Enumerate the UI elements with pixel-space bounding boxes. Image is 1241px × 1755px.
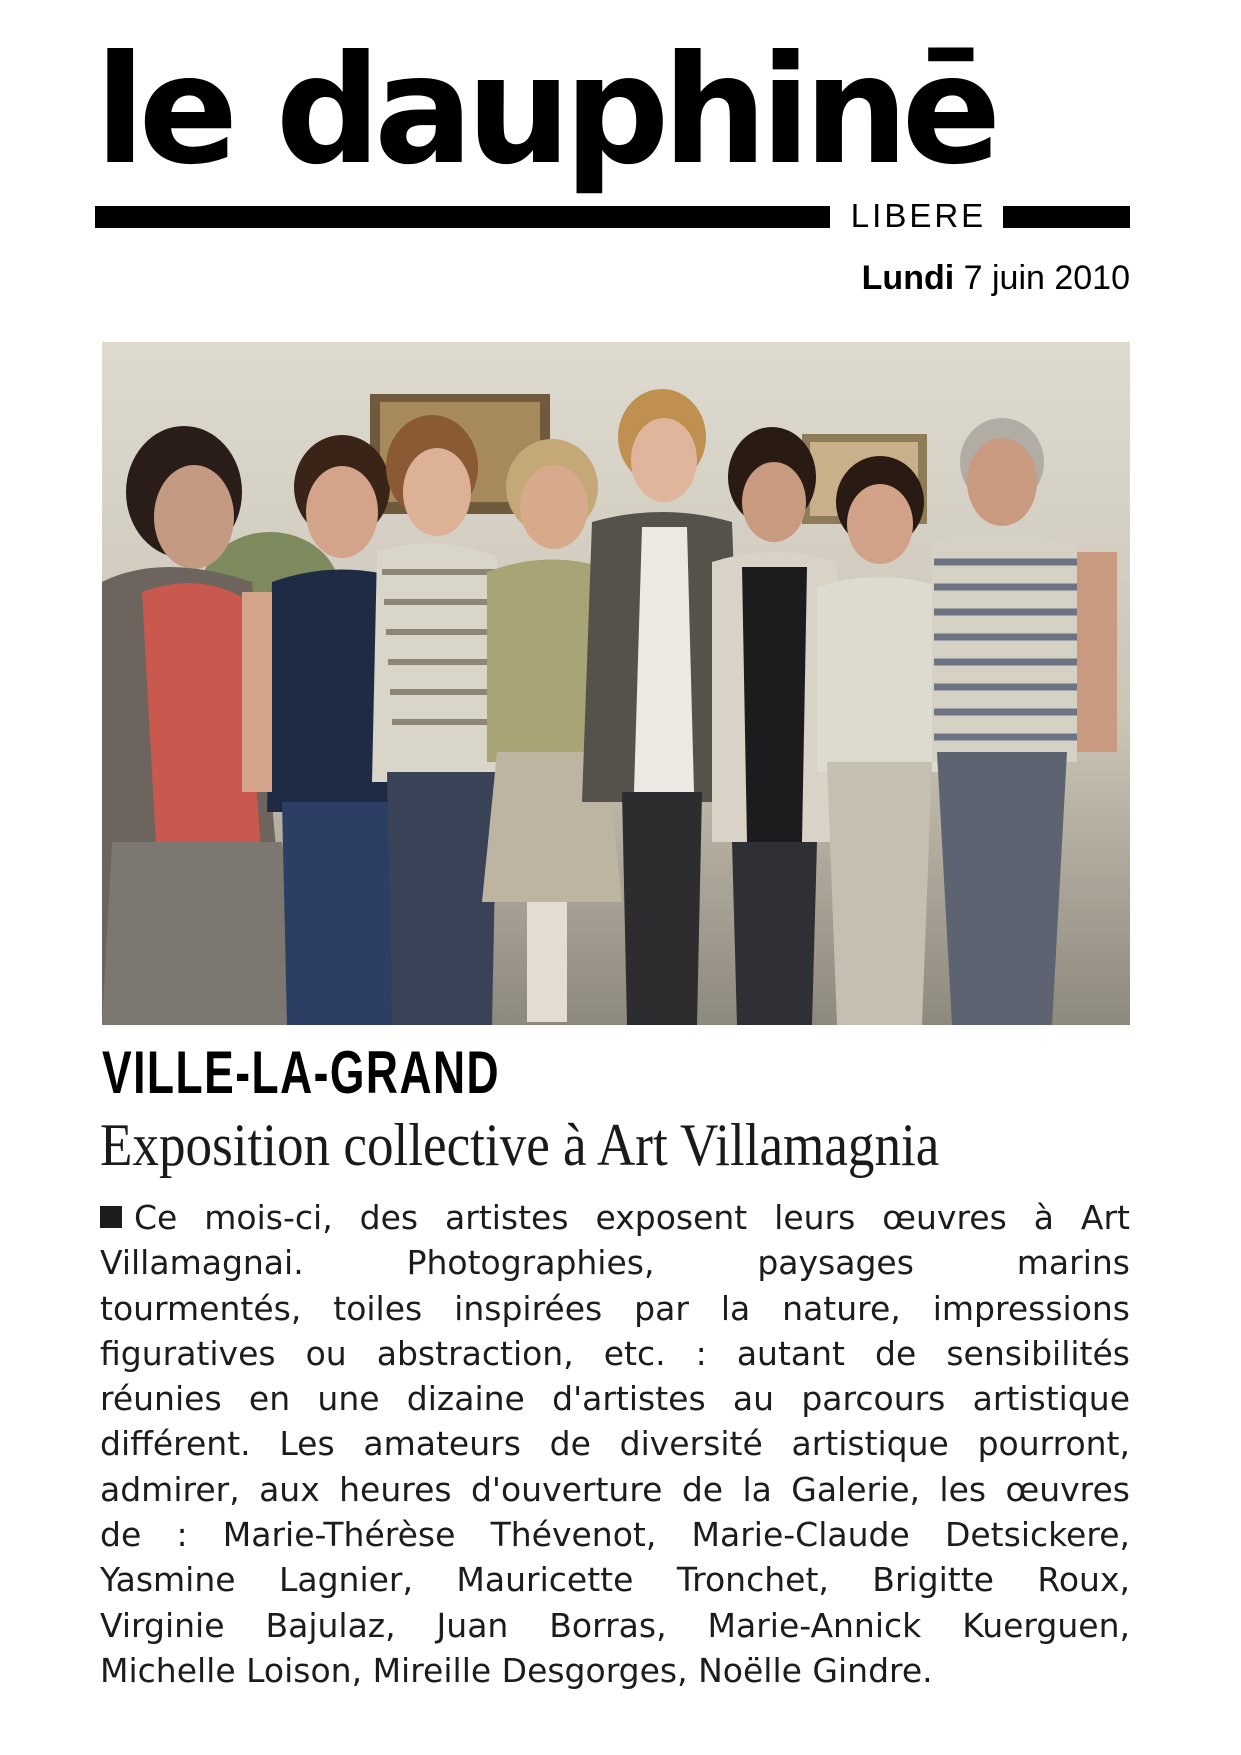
masthead-rule-left	[95, 206, 830, 228]
article-body-line: de : Marie-Thérèse Thévenot, Marie-Claude Detsickere,	[100, 1515, 1130, 1555]
article-body-line: Michelle Loison, Mireille Desgorges, Noëlle Gindre.	[100, 1650, 933, 1690]
masthead	[95, 24, 1130, 234]
article-body-line: Yasmine Lagnier, Mauricette Tronchet, Brigitte Roux,	[100, 1560, 1130, 1600]
article-headline: Exposition collective à Art Villamagnia	[100, 1112, 940, 1178]
article-body-line: différent. Les amateurs de diversité artistique pourront,	[100, 1424, 1130, 1464]
masthead-subtitle: LIBERE	[850, 197, 987, 234]
article-body-line: Villamagnai. Photographies, paysages marins	[100, 1243, 1130, 1283]
article-body-line: admirer, aux heures d'ouverture de la Galerie, les œuvres	[100, 1469, 1130, 1509]
article-kicker: VILLE-LA-GRAND	[102, 1039, 501, 1106]
date-rest: 7 juin 2010	[954, 259, 1130, 297]
article-body-line: Ce mois-ci, des artistes exposent leurs œuvres à Art	[100, 1195, 1130, 1240]
article-body	[100, 1195, 1130, 1693]
bullet-square-icon	[100, 1206, 122, 1228]
masthead-rule-right	[1003, 206, 1130, 228]
group-photo	[102, 342, 1130, 1025]
newspaper-logo: le dauphinē	[95, 24, 995, 198]
article-body-line: figuratives ou abstraction, etc. : autant de sensibilités	[100, 1333, 1130, 1373]
article-body-line: Virginie Bajulaz, Juan Borras, Marie-Annick Kuerguen,	[100, 1605, 1130, 1645]
date-day: Lundi	[861, 259, 955, 297]
article-body-line: réunies en une dizaine d'artistes au parcours artistique	[100, 1379, 1130, 1419]
group-photo-illustration	[102, 342, 1130, 1025]
publication-date	[862, 258, 1130, 298]
article-body-line: tourmentés, toiles inspirées par la nature, impressions	[100, 1288, 1130, 1328]
